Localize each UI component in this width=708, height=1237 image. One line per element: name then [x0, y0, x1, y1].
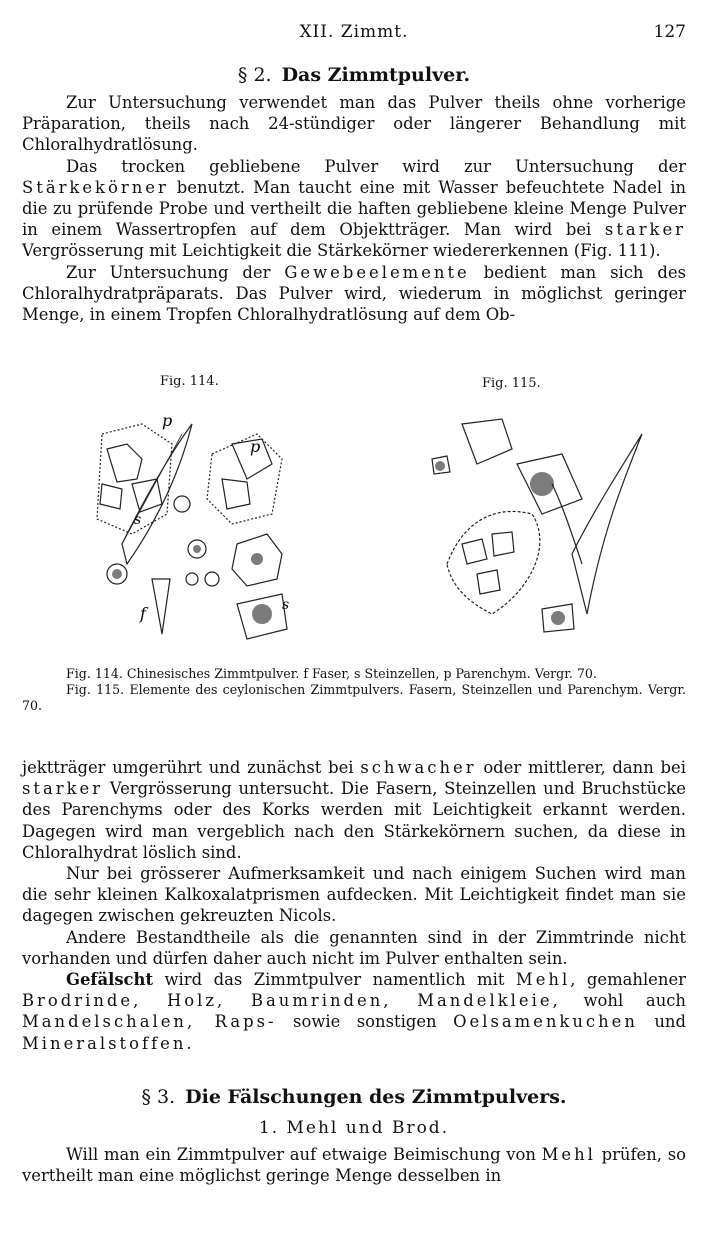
- paragraph-4: [22, 757, 686, 863]
- spaced-term: Stärkekörner: [22, 177, 169, 197]
- paragraph-1: Zur Untersuchung verwendet man das Pulver theils ohne vorherige Präparation, theils nach 24-stündiger oder längerer Behandlung mit Chloralhydratlösung.: [22, 93, 686, 155]
- paragraph-2-text: benutzt. Man taucht eine mit Wasser befeuchtete Nadel in die zu prüfende Probe und vertheilt die haften gebliebene kleine Menge Pulver in einem Wassertropfen auf dem Objektträger. Man wird bei: [22, 177, 686, 240]
- paragraph-6: Andere Bestandtheile als die genannten sind in der Zimmtrinde nicht vorhanden und dürfen daher auch nicht im Pulver enthalten sein.: [22, 927, 686, 968]
- spaced-term: Gewebeelemente: [284, 262, 470, 282]
- figures: [22, 374, 686, 650]
- paragraph-4-text: Vergrösserung untersucht. Die Fasern, Steinzellen und Bruchstücke des Parenchyms oder des Korks werden mit Leichtigkeit erkannt werden. Dagegen wird man vergeblich nach den Stärkekörnern suchen, da diese in Chloralhydrat löslich sind.: [22, 779, 686, 862]
- paragraph-2-text: Vergrösserung mit Leichtigkeit die Stärkekörner wiedererkennen (Fig. 111).: [22, 241, 661, 261]
- paragraph-7-text: sowie sonstigen: [276, 1012, 454, 1032]
- paragraph-3-text: Zur Untersuchung der: [66, 262, 285, 282]
- spaced-term: Mineralstoffen.: [22, 1033, 195, 1053]
- mark-s: s: [134, 512, 142, 528]
- paragraph-8: [22, 1144, 686, 1186]
- body-continued: [22, 757, 686, 1054]
- subheading-mehl-brod: 1. Mehl und Brod.: [258, 1118, 450, 1138]
- spaced-term: Mehl: [515, 970, 571, 990]
- section-2-heading: [22, 64, 686, 86]
- mark-p: p: [162, 411, 173, 430]
- mark-s: s: [282, 597, 290, 613]
- paragraph-7-text: , gemahlener: [570, 970, 686, 990]
- section-3-number: § 3.: [141, 1086, 176, 1108]
- spaced-term: Brodrinde, Holz, Baumrinden, Mandelkleie,: [22, 991, 561, 1011]
- section-2-number: § 2.: [237, 64, 272, 86]
- fig-114-illustration: [82, 404, 322, 644]
- figure-captions: [22, 666, 686, 714]
- paragraph-4-text: oder mittlerer, dann bei: [476, 758, 686, 777]
- spaced-term: starker: [22, 779, 104, 799]
- spaced-term: starker: [604, 220, 686, 240]
- fig-115-label: Fig. 115.: [482, 376, 541, 391]
- paragraph-8-text: prüfen, so vertheilt man eine möglichst geringe Menge desselben in: [22, 1145, 686, 1186]
- chapter-title: XII. Zimmt.: [299, 22, 409, 42]
- section-3-heading: [22, 1086, 686, 1108]
- paragraph-2: [22, 156, 686, 262]
- section-2: [22, 64, 686, 325]
- paragraph-7-text: wird das Zimmtpulver namentlich mit: [153, 970, 516, 990]
- caption-fig-114: Fig. 114. Chinesisches Zimmtpulver. f Faser, s Steinzellen, p Parenchym. Vergr. 70.: [66, 666, 597, 681]
- running-header: [22, 22, 686, 46]
- paragraph-8-text: Will man ein Zimmtpulver auf etwaige Beimischung von: [66, 1145, 542, 1164]
- paragraph-7: [22, 969, 686, 1054]
- paragraph-7-text: wohl auch: [560, 991, 686, 1011]
- spaced-term: Mehl: [541, 1145, 596, 1164]
- section-3-title: Die Fälschungen des Zimmtpulvers.: [185, 1086, 567, 1108]
- caption-fig-115: Fig. 115. Elemente des ceylonischen Zimmtpulvers. Fasern, Steinzellen und Parenchym. Vergr. 70.: [22, 682, 686, 713]
- paragraph-2-text: Das trocken gebliebene Pulver wird zur Untersuchung der: [66, 156, 686, 176]
- paragraph-3: [22, 262, 686, 326]
- page-number: 127: [653, 22, 686, 42]
- spaced-term: schwacher: [360, 758, 477, 777]
- mark-f: f: [140, 604, 146, 623]
- section-3: [22, 1086, 686, 1186]
- paragraph-5: Nur bei grösserer Aufmerksamkeit und nach einigem Suchen wird man die sehr kleinen Kalkoxalatprismen aufdecken. Mit Leichtigkeit findet man sie dagegen zwischen gekreuzten Nicols.: [22, 864, 686, 926]
- fig-115-illustration: [422, 414, 662, 644]
- paragraph-7-text: und: [637, 1012, 686, 1032]
- fig-114-label: Fig. 114.: [160, 374, 219, 389]
- spaced-term: Oelsamenkuchen: [453, 1012, 638, 1032]
- section-2-title: Das Zimmtpulver.: [281, 64, 471, 86]
- paragraph-3-text: bedient man sich des Chloralhydratpräparats. Das Pulver wird, wiederum in möglichst geringer Menge, in einem Tropfen Chloralhydratlösung auf dem Ob-: [22, 262, 686, 325]
- mark-p: p: [250, 437, 261, 456]
- spaced-term: Mandelschalen, Raps-: [22, 1012, 277, 1032]
- bold-term: Gefälscht: [66, 970, 154, 990]
- paragraph-4-text: jektträger umgerührt und zunächst bei: [22, 758, 361, 777]
